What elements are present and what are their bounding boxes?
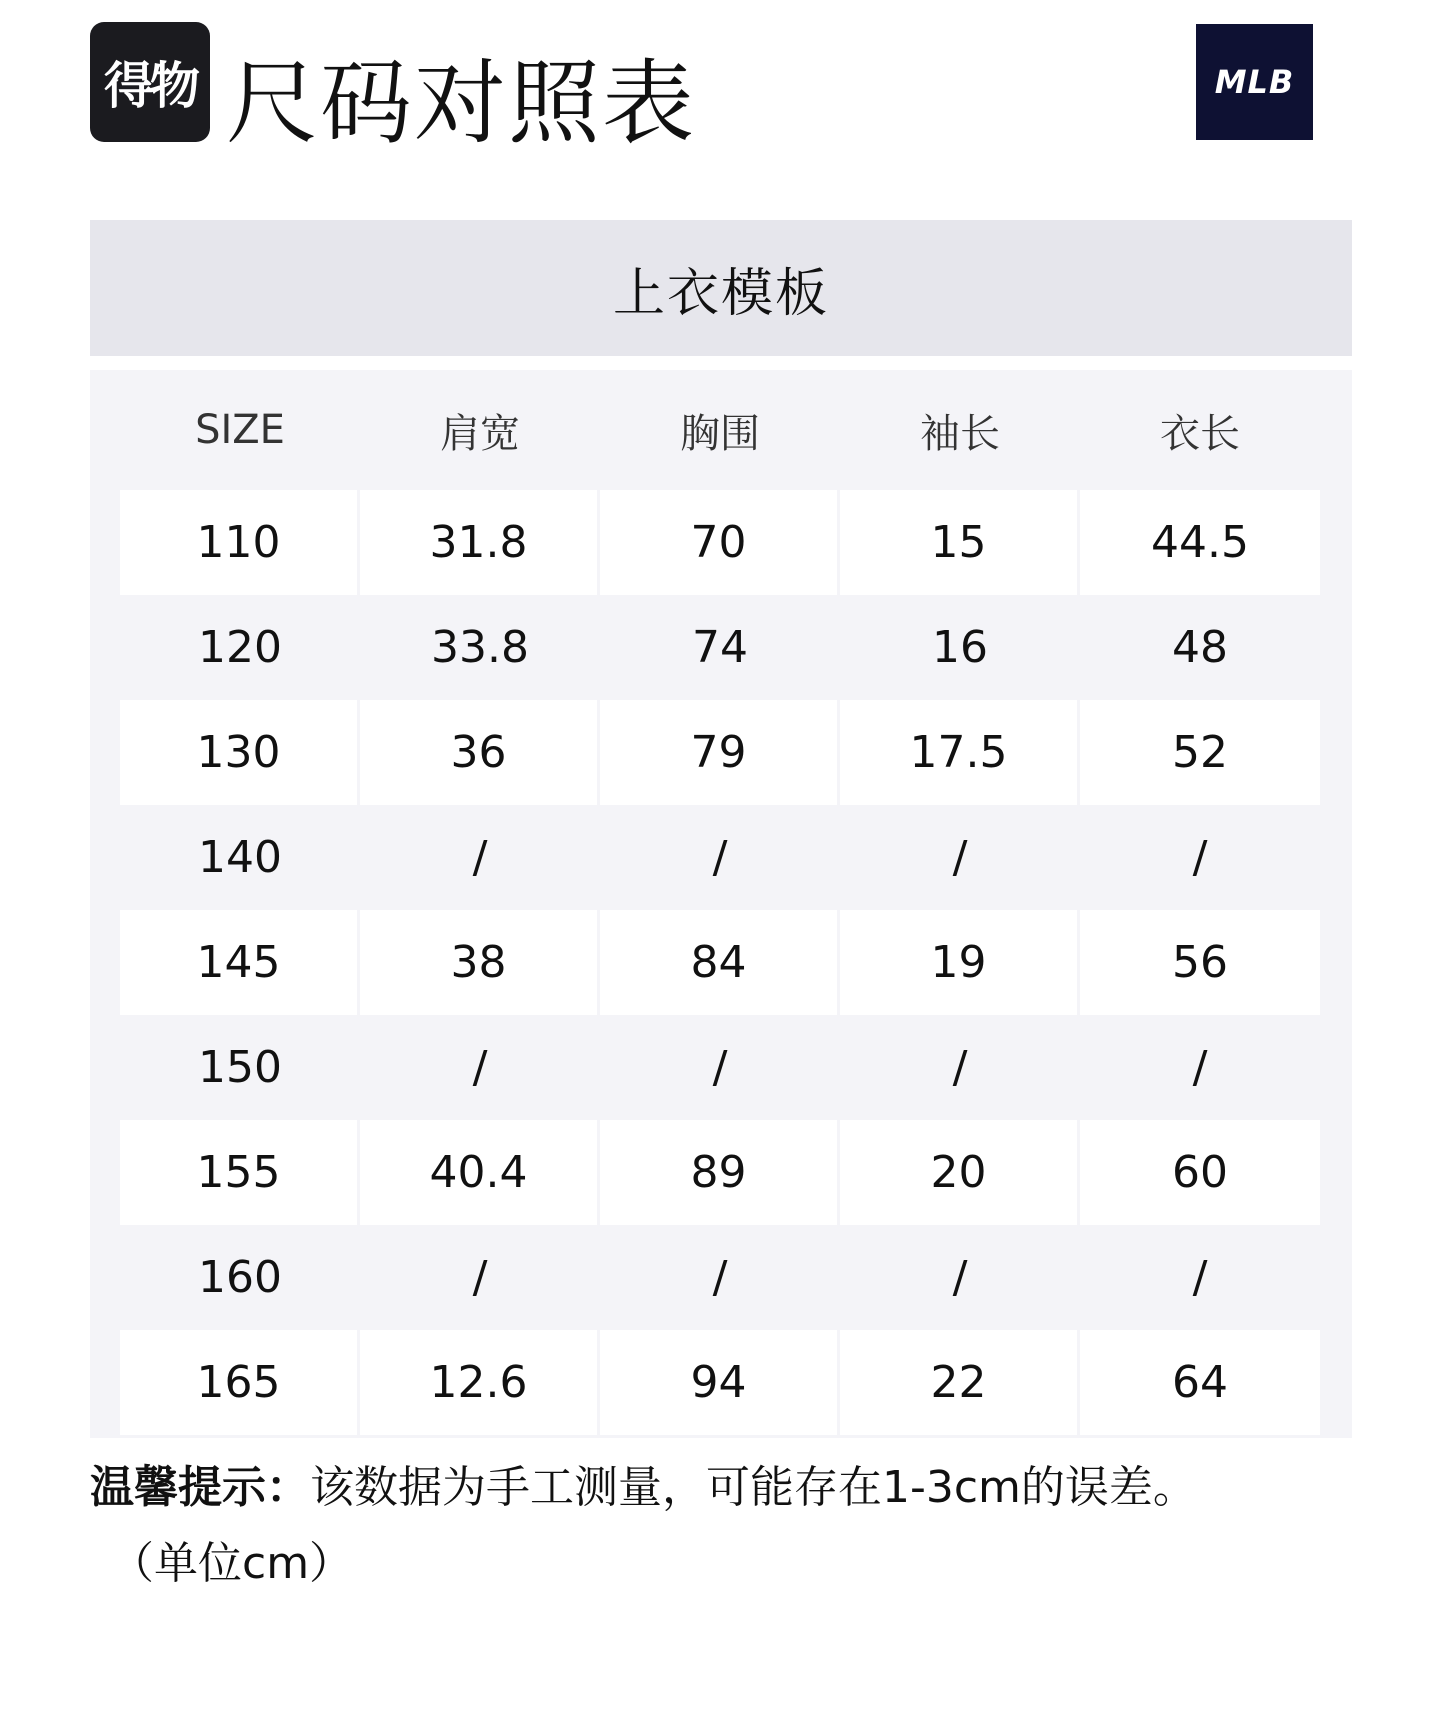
table-cell: 64 bbox=[1080, 1330, 1320, 1435]
page-title: 尺码对照表 bbox=[226, 50, 697, 157]
table-row bbox=[120, 910, 1320, 1015]
table-cell: 17.5 bbox=[840, 700, 1080, 805]
table-cell: / bbox=[712, 1042, 728, 1093]
table-cell: 19 bbox=[840, 910, 1080, 1015]
table-cell: 16 bbox=[932, 622, 988, 673]
table-cell: / bbox=[952, 832, 968, 883]
note-text: 该数据为手工测量，可能存在1-3cm的误差。 bbox=[310, 1462, 1197, 1513]
table-row bbox=[120, 595, 1320, 700]
table-cell: / bbox=[472, 1042, 488, 1093]
table-header bbox=[120, 370, 1320, 490]
table-row bbox=[120, 1120, 1320, 1225]
table-cell: 89 bbox=[600, 1120, 840, 1225]
table-cell: 94 bbox=[600, 1330, 840, 1435]
column-header-shoulder: 肩宽 bbox=[440, 410, 520, 457]
brand-logo-text: 得物 bbox=[104, 57, 196, 115]
table-cell: 22 bbox=[840, 1330, 1080, 1435]
table-cell: 165 bbox=[120, 1330, 360, 1435]
table-cell: / bbox=[712, 1252, 728, 1303]
table-cell: 70 bbox=[600, 490, 840, 595]
header bbox=[0, 0, 1440, 170]
measurement-note bbox=[90, 1450, 1390, 1602]
note-label: 温馨提示： bbox=[90, 1462, 310, 1513]
table-cell: 84 bbox=[600, 910, 840, 1015]
table-cell: 56 bbox=[1080, 910, 1320, 1015]
table-cell: / bbox=[952, 1252, 968, 1303]
table-cell: 20 bbox=[840, 1120, 1080, 1225]
section-banner bbox=[90, 220, 1352, 356]
table-cell: 33.8 bbox=[431, 622, 529, 673]
table-cell: 36 bbox=[360, 700, 600, 805]
table-cell: 79 bbox=[600, 700, 840, 805]
table-cell: / bbox=[472, 832, 488, 883]
table-row bbox=[120, 1015, 1320, 1120]
table-row bbox=[120, 490, 1320, 595]
table-cell: / bbox=[1192, 1042, 1208, 1093]
table-row bbox=[120, 1225, 1320, 1330]
table-cell: 52 bbox=[1080, 700, 1320, 805]
table-cell: 60 bbox=[1080, 1120, 1320, 1225]
table-row bbox=[120, 1330, 1320, 1435]
table-cell: 160 bbox=[198, 1252, 282, 1303]
mlb-logo-text: MLB bbox=[1214, 63, 1295, 101]
table-cell: 15 bbox=[840, 490, 1080, 595]
table-cell: 110 bbox=[120, 490, 360, 595]
table-cell: / bbox=[712, 832, 728, 883]
section-title: 上衣模板 bbox=[612, 263, 829, 324]
table-cell: 40.4 bbox=[360, 1120, 600, 1225]
table-cell: 130 bbox=[120, 700, 360, 805]
table-cell: 74 bbox=[692, 622, 748, 673]
mlb-logo bbox=[1196, 24, 1313, 140]
table-cell: 145 bbox=[120, 910, 360, 1015]
note-unit: （单位cm） bbox=[110, 1538, 354, 1589]
table-row bbox=[120, 700, 1320, 805]
table-cell: / bbox=[1192, 1252, 1208, 1303]
column-header-chest: 胸围 bbox=[680, 410, 760, 457]
table-row bbox=[120, 805, 1320, 910]
table-cell: 12.6 bbox=[360, 1330, 600, 1435]
table-cell: 31.8 bbox=[360, 490, 600, 595]
column-header-sleeve: 袖长 bbox=[920, 410, 1000, 457]
table-cell: 48 bbox=[1172, 622, 1228, 673]
column-header-length: 衣长 bbox=[1160, 410, 1240, 457]
table-cell: 120 bbox=[198, 622, 282, 673]
table-cell: 150 bbox=[198, 1042, 282, 1093]
table-cell: / bbox=[472, 1252, 488, 1303]
size-table bbox=[90, 370, 1352, 1438]
table-cell: / bbox=[952, 1042, 968, 1093]
table-cell: / bbox=[1192, 832, 1208, 883]
column-header-size: SIZE bbox=[195, 407, 285, 453]
table-cell: 155 bbox=[120, 1120, 360, 1225]
table-cell: 140 bbox=[198, 832, 282, 883]
table-cell: 38 bbox=[360, 910, 600, 1015]
table-body bbox=[120, 490, 1320, 1435]
table-cell: 44.5 bbox=[1080, 490, 1320, 595]
brand-logo bbox=[90, 22, 210, 142]
